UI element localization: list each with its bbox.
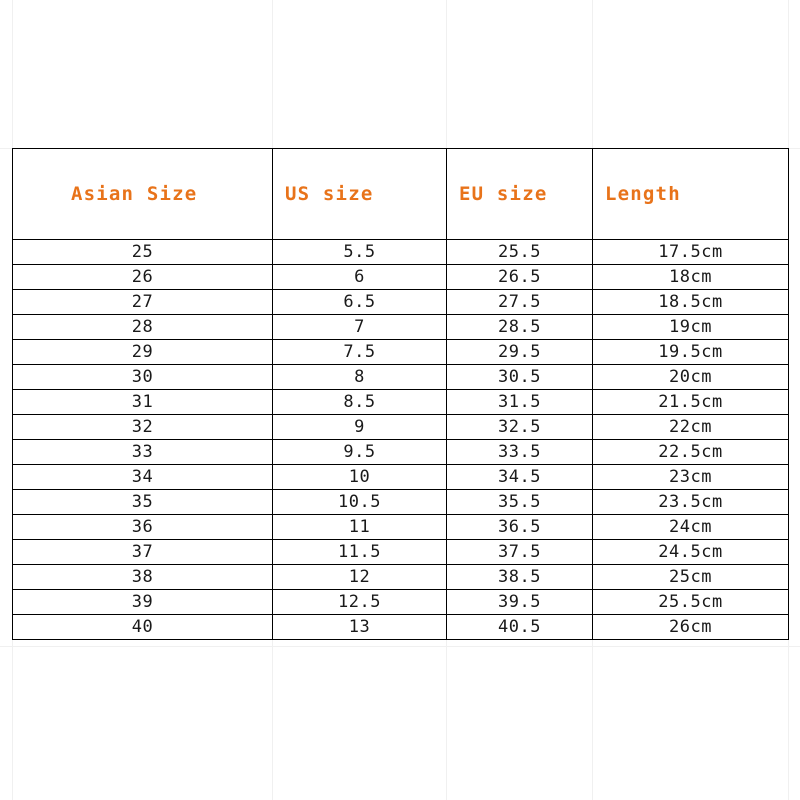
size-table-container (12, 148, 788, 640)
cell-asian-size: 37 (13, 540, 273, 565)
cell-us-size: 7.5 (273, 340, 447, 365)
cell-eu-size: 36.5 (447, 515, 593, 540)
cell-asian-size: 39 (13, 590, 273, 615)
cell-us-size: 6.5 (273, 290, 447, 315)
cell-eu-size: 30.5 (447, 365, 593, 390)
cell-us-size: 8 (273, 365, 447, 390)
guide-line-horizontal (0, 646, 800, 647)
cell-length: 17.5cm (593, 240, 789, 265)
table-row (13, 240, 789, 265)
cell-length: 22cm (593, 415, 789, 440)
table-row (13, 340, 789, 365)
cell-us-size: 10.5 (273, 490, 447, 515)
cell-length: 19.5cm (593, 340, 789, 365)
cell-eu-size: 27.5 (447, 290, 593, 315)
cell-length: 20cm (593, 365, 789, 390)
cell-us-size: 13 (273, 615, 447, 640)
table-row (13, 365, 789, 390)
cell-asian-size: 30 (13, 365, 273, 390)
column-header-us-size: US size (273, 149, 447, 240)
table-row (13, 440, 789, 465)
cell-us-size: 6 (273, 265, 447, 290)
cell-eu-size: 25.5 (447, 240, 593, 265)
column-header-eu-size: EU size (447, 149, 593, 240)
cell-asian-size: 33 (13, 440, 273, 465)
table-row (13, 515, 789, 540)
column-header-asian-size: Asian Size (13, 149, 273, 240)
cell-us-size: 7 (273, 315, 447, 340)
table-row (13, 490, 789, 515)
cell-us-size: 10 (273, 465, 447, 490)
cell-length: 25cm (593, 565, 789, 590)
cell-asian-size: 34 (13, 465, 273, 490)
table-header-row (13, 149, 789, 240)
table-row (13, 265, 789, 290)
table-row (13, 415, 789, 440)
cell-eu-size: 26.5 (447, 265, 593, 290)
cell-length: 26cm (593, 615, 789, 640)
cell-eu-size: 37.5 (447, 540, 593, 565)
cell-us-size: 5.5 (273, 240, 447, 265)
cell-eu-size: 33.5 (447, 440, 593, 465)
cell-us-size: 11.5 (273, 540, 447, 565)
size-conversion-table (12, 148, 789, 640)
cell-length: 24cm (593, 515, 789, 540)
cell-asian-size: 26 (13, 265, 273, 290)
cell-asian-size: 29 (13, 340, 273, 365)
cell-eu-size: 31.5 (447, 390, 593, 415)
cell-length: 21.5cm (593, 390, 789, 415)
cell-length: 18cm (593, 265, 789, 290)
table-row (13, 390, 789, 415)
table-row (13, 540, 789, 565)
cell-eu-size: 38.5 (447, 565, 593, 590)
cell-eu-size: 39.5 (447, 590, 593, 615)
table-row (13, 615, 789, 640)
table-row (13, 465, 789, 490)
cell-us-size: 8.5 (273, 390, 447, 415)
cell-eu-size: 40.5 (447, 615, 593, 640)
cell-eu-size: 28.5 (447, 315, 593, 340)
cell-eu-size: 34.5 (447, 465, 593, 490)
cell-us-size: 12 (273, 565, 447, 590)
cell-us-size: 9.5 (273, 440, 447, 465)
cell-length: 24.5cm (593, 540, 789, 565)
cell-asian-size: 27 (13, 290, 273, 315)
cell-asian-size: 36 (13, 515, 273, 540)
cell-asian-size: 38 (13, 565, 273, 590)
cell-eu-size: 35.5 (447, 490, 593, 515)
cell-asian-size: 31 (13, 390, 273, 415)
cell-length: 25.5cm (593, 590, 789, 615)
cell-length: 22.5cm (593, 440, 789, 465)
table-row (13, 315, 789, 340)
cell-eu-size: 32.5 (447, 415, 593, 440)
table-row (13, 290, 789, 315)
cell-length: 19cm (593, 315, 789, 340)
cell-eu-size: 29.5 (447, 340, 593, 365)
column-header-length: Length (593, 149, 789, 240)
cell-asian-size: 32 (13, 415, 273, 440)
cell-asian-size: 28 (13, 315, 273, 340)
cell-asian-size: 25 (13, 240, 273, 265)
cell-length: 18.5cm (593, 290, 789, 315)
cell-us-size: 9 (273, 415, 447, 440)
cell-length: 23cm (593, 465, 789, 490)
cell-asian-size: 35 (13, 490, 273, 515)
table-row (13, 565, 789, 590)
table-row (13, 590, 789, 615)
cell-us-size: 11 (273, 515, 447, 540)
cell-asian-size: 40 (13, 615, 273, 640)
cell-length: 23.5cm (593, 490, 789, 515)
cell-us-size: 12.5 (273, 590, 447, 615)
